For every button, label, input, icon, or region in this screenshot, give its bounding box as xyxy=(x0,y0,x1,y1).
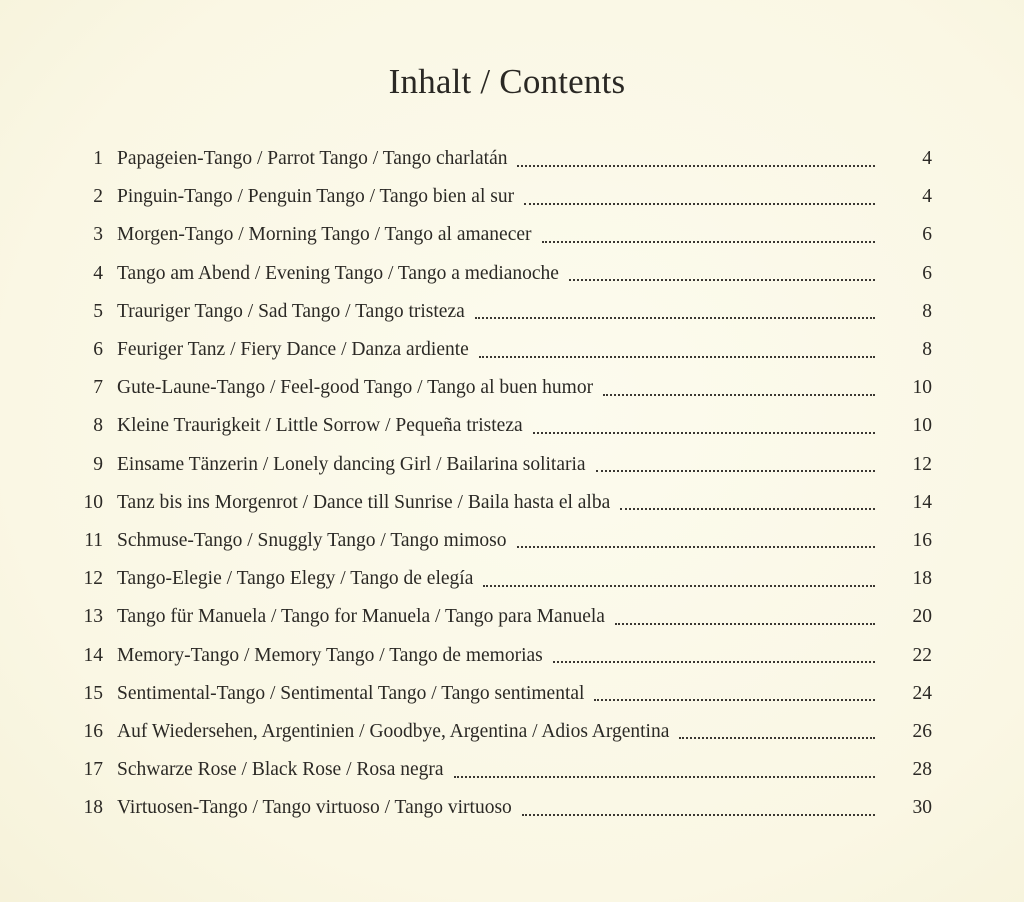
entry-page-number: 6 xyxy=(922,262,932,284)
leader-dots xyxy=(533,431,875,434)
entry-title: Tango für Manuela / Tango for Manuela / Tango para Manuela xyxy=(117,606,605,628)
entry-title: Tango-Elegie / Tango Elegy / Tango de elegía xyxy=(117,568,474,590)
entry-page-number: 4 xyxy=(922,186,932,208)
leader-dots xyxy=(542,240,875,243)
entry-number: 1 xyxy=(93,148,103,170)
entry-title: Papageien-Tango / Parrot Tango / Tango charlatán xyxy=(117,148,508,170)
entry-number: 17 xyxy=(83,759,103,781)
leader-dots xyxy=(679,736,875,739)
entry-page-number: 10 xyxy=(912,415,932,437)
leader-dots xyxy=(569,278,875,281)
entry-number: 9 xyxy=(93,453,103,475)
entry-title: Trauriger Tango / Sad Tango / Tango tristeza xyxy=(117,300,465,322)
entry-page-number: 18 xyxy=(912,568,932,590)
entry-number: 8 xyxy=(93,415,103,437)
entry-title: Tango am Abend / Evening Tango / Tango a medianoche xyxy=(117,262,559,284)
entry-title: Kleine Traurigkeit / Little Sorrow / Pequeña tristeza xyxy=(117,415,523,437)
entry-page-number: 26 xyxy=(912,720,932,742)
entry-title: Schwarze Rose / Black Rose / Rosa negra xyxy=(117,759,444,781)
leader-dots xyxy=(596,469,875,472)
entry-number: 11 xyxy=(84,529,103,551)
entry-title: Memory-Tango / Memory Tango / Tango de memorias xyxy=(117,644,543,666)
entry-page-number: 8 xyxy=(922,300,932,322)
entry-page-number: 14 xyxy=(912,491,932,513)
toc-entry xyxy=(70,751,940,789)
entry-title: Pinguin-Tango / Penguin Tango / Tango bien al sur xyxy=(117,186,515,208)
toc-entry xyxy=(70,484,940,522)
entry-title: Schmuse-Tango / Snuggly Tango / Tango mimoso xyxy=(117,529,507,551)
entry-number: 14 xyxy=(83,644,103,666)
entry-page-number: 30 xyxy=(912,797,932,819)
leader-dots xyxy=(594,698,875,701)
entry-page-number: 10 xyxy=(912,377,932,399)
entry-number: 6 xyxy=(93,339,103,361)
entry-page-number: 8 xyxy=(922,339,932,361)
toc-entry xyxy=(70,598,940,636)
toc-entry xyxy=(70,293,940,331)
entry-page-number: 12 xyxy=(912,453,932,475)
toc-entry xyxy=(70,255,940,293)
entry-number: 16 xyxy=(83,720,103,742)
toc-entry xyxy=(70,369,940,407)
entry-page-number: 6 xyxy=(922,224,932,246)
leader-dots xyxy=(517,545,875,548)
entry-number: 3 xyxy=(93,224,103,246)
toc-entry xyxy=(70,446,940,484)
toc-entry xyxy=(70,522,940,560)
entry-page-number: 22 xyxy=(912,644,932,666)
leader-dots xyxy=(524,202,875,205)
toc-entry xyxy=(70,331,940,369)
leader-dots xyxy=(475,316,875,319)
entry-number: 15 xyxy=(83,682,103,704)
entry-title: Feuriger Tanz / Fiery Dance / Danza ardiente xyxy=(117,339,469,361)
leader-dots xyxy=(479,355,875,358)
toc-entry xyxy=(70,713,940,751)
entry-page-number: 24 xyxy=(912,682,932,704)
entry-number: 7 xyxy=(93,377,103,399)
toc-entry xyxy=(70,636,940,674)
leader-dots xyxy=(603,393,875,396)
entry-number: 5 xyxy=(93,300,103,322)
toc-entry xyxy=(70,789,940,827)
entry-title: Gute-Laune-Tango / Feel-good Tango / Tango al buen humor xyxy=(117,377,594,399)
entry-number: 10 xyxy=(83,491,103,513)
entry-page-number: 20 xyxy=(912,606,932,628)
entry-title: Virtuosen-Tango / Tango virtuoso / Tango virtuoso xyxy=(117,797,512,819)
leader-dots xyxy=(620,507,875,510)
entry-title: Tanz bis ins Morgenrot / Dance till Sunrise / Baila hasta el alba xyxy=(117,491,611,513)
entry-title: Einsame Tänzerin / Lonely dancing Girl / Bailarina solitaria xyxy=(117,453,586,475)
entry-page-number: 4 xyxy=(922,148,932,170)
leader-dots xyxy=(483,584,875,587)
toc-entry xyxy=(70,216,940,254)
entry-title: Sentimental-Tango / Sentimental Tango / Tango sentimental xyxy=(117,682,585,704)
page-title: Inhalt / Contents xyxy=(388,62,626,101)
entry-page-number: 28 xyxy=(912,759,932,781)
toc-entry xyxy=(70,560,940,598)
entry-title: Auf Wiedersehen, Argentinien / Goodbye, Argentina / Adios Argentina xyxy=(117,720,670,742)
toc-entry xyxy=(70,407,940,445)
entry-title: Morgen-Tango / Morning Tango / Tango al amanecer xyxy=(117,224,532,246)
leader-dots xyxy=(454,775,875,778)
toc-entry xyxy=(70,140,940,178)
leader-dots xyxy=(522,813,875,816)
leader-dots xyxy=(615,622,875,625)
entry-number: 18 xyxy=(83,797,103,819)
entry-page-number: 16 xyxy=(912,529,932,551)
toc-entry xyxy=(70,675,940,713)
entry-number: 4 xyxy=(93,262,103,284)
entry-number: 12 xyxy=(83,568,103,590)
entry-number: 13 xyxy=(83,606,103,628)
leader-dots xyxy=(517,164,875,167)
table-of-contents xyxy=(70,140,940,827)
leader-dots xyxy=(553,660,875,663)
toc-entry xyxy=(70,178,940,216)
entry-number: 2 xyxy=(93,186,103,208)
